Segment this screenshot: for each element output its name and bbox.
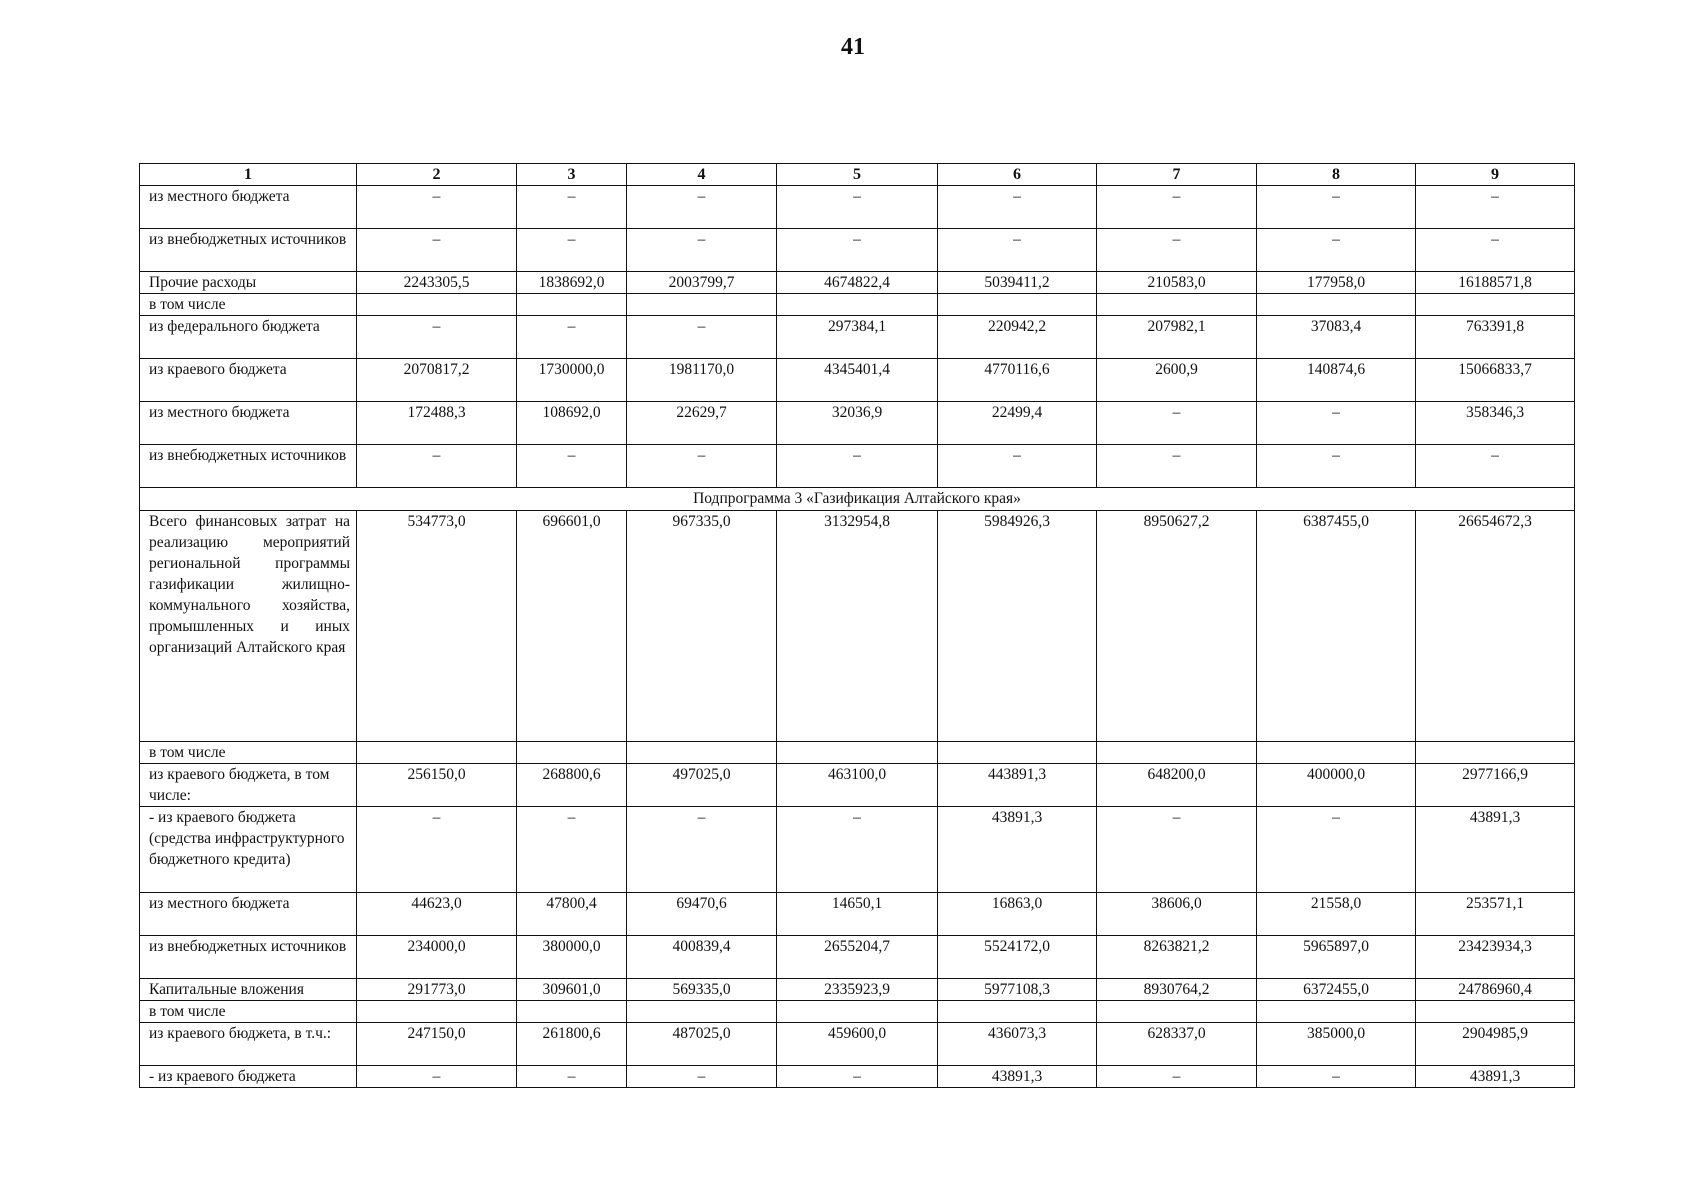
table-cell: 463100,0 (777, 764, 938, 807)
table-cell: 43891,3 (1416, 1066, 1575, 1088)
table-cell: – (777, 229, 938, 272)
table-cell: – (1257, 186, 1416, 229)
row-label: из внебюджетных источников (140, 229, 357, 272)
table-cell: 628337,0 (1097, 1023, 1257, 1066)
table-row (140, 742, 1575, 764)
table-cell: 1838692,0 (517, 272, 627, 294)
table-cell: 534773,0 (357, 511, 517, 742)
table-cell (517, 1001, 627, 1023)
table-cell (938, 1001, 1097, 1023)
table-cell: 967335,0 (627, 511, 777, 742)
table-cell: 140874,6 (1257, 359, 1416, 402)
section-row (140, 488, 1575, 511)
page-number: 41 (841, 34, 865, 60)
table-cell: 253571,1 (1416, 893, 1575, 936)
table-cell: 8263821,2 (1097, 936, 1257, 979)
column-header: 3 (517, 164, 627, 186)
table-cell: – (517, 807, 627, 893)
table-cell: 291773,0 (357, 979, 517, 1001)
table-cell: 2335923,9 (777, 979, 938, 1001)
table-cell: 256150,0 (357, 764, 517, 807)
table-cell: – (1097, 229, 1257, 272)
table-cell: – (517, 186, 627, 229)
table-cell: 5977108,3 (938, 979, 1097, 1001)
table-cell: 5524172,0 (938, 936, 1097, 979)
row-label: в том числе (140, 1001, 357, 1023)
table-cell: 43891,3 (1416, 807, 1575, 893)
table-cell (517, 294, 627, 316)
table-cell (1257, 1001, 1416, 1023)
table-row (140, 272, 1575, 294)
table-cell: – (1416, 229, 1575, 272)
table-cell: – (1097, 1066, 1257, 1088)
table-cell: – (777, 1066, 938, 1088)
table-cell: – (627, 229, 777, 272)
table-row (140, 316, 1575, 359)
table-cell: 21558,0 (1257, 893, 1416, 936)
column-header: 6 (938, 164, 1097, 186)
table-cell: 358346,3 (1416, 402, 1575, 445)
table-cell: 15066833,7 (1416, 359, 1575, 402)
table-cell: – (1257, 445, 1416, 488)
table-cell: 2655204,7 (777, 936, 938, 979)
table-cell: 47800,4 (517, 893, 627, 936)
table-cell (777, 1001, 938, 1023)
table-cell: 6387455,0 (1257, 511, 1416, 742)
table-cell: 38606,0 (1097, 893, 1257, 936)
table-cell: – (938, 186, 1097, 229)
table-row (140, 402, 1575, 445)
table-cell (777, 294, 938, 316)
table-cell: 234000,0 (357, 936, 517, 979)
table-cell: 1730000,0 (517, 359, 627, 402)
row-label: в том числе (140, 742, 357, 764)
table-cell: 8930764,2 (1097, 979, 1257, 1001)
table-cell: – (1097, 186, 1257, 229)
row-label: из местного бюджета (140, 402, 357, 445)
table-cell: 69470,6 (627, 893, 777, 936)
table-cell: 16863,0 (938, 893, 1097, 936)
table-cell (1257, 742, 1416, 764)
table-cell: 648200,0 (1097, 764, 1257, 807)
table-cell: – (517, 229, 627, 272)
table-cell: 459600,0 (777, 1023, 938, 1066)
table-cell: – (1416, 186, 1575, 229)
table-cell: – (1257, 1066, 1416, 1088)
table-cell: 37083,4 (1257, 316, 1416, 359)
table-cell: – (627, 807, 777, 893)
column-header: 5 (777, 164, 938, 186)
column-header: 8 (1257, 164, 1416, 186)
table-cell: – (1097, 807, 1257, 893)
table-cell (1097, 1001, 1257, 1023)
table-cell: – (517, 1066, 627, 1088)
table-cell: 696601,0 (517, 511, 627, 742)
table-cell (627, 742, 777, 764)
row-label: из краевого бюджета (140, 359, 357, 402)
table-cell: 569335,0 (627, 979, 777, 1001)
row-label: - из краевого бюджета (140, 1066, 357, 1088)
table-cell: 443891,3 (938, 764, 1097, 807)
column-header: 2 (357, 164, 517, 186)
table-cell: 2243305,5 (357, 272, 517, 294)
table-cell: – (517, 445, 627, 488)
table-cell: 4770116,6 (938, 359, 1097, 402)
table-cell (938, 294, 1097, 316)
table-cell: 14650,1 (777, 893, 938, 936)
row-label: из внебюджетных источников (140, 936, 357, 979)
table-row (140, 511, 1575, 742)
row-label: Всего финансовых затрат на реализацию мероприятий региональной программы газификации жилищно-коммунального хозяйства, промышленных и иных организаций Алтайского края (140, 511, 357, 742)
table-cell: 23423934,3 (1416, 936, 1575, 979)
table-cell: 172488,3 (357, 402, 517, 445)
table-cell (627, 294, 777, 316)
header-row (140, 164, 1575, 186)
table-row (140, 229, 1575, 272)
table-cell: 2904985,9 (1416, 1023, 1575, 1066)
table-cell: 8950627,2 (1097, 511, 1257, 742)
row-label: Капитальные вложения (140, 979, 357, 1001)
row-label: из краевого бюджета, в т.ч.: (140, 1023, 357, 1066)
table-cell (357, 742, 517, 764)
financing-table (139, 163, 1575, 1088)
row-label: из федерального бюджета (140, 316, 357, 359)
table-cell: – (938, 229, 1097, 272)
table-cell: – (357, 316, 517, 359)
table-cell: 22499,4 (938, 402, 1097, 445)
table-cell (777, 742, 938, 764)
table-cell: – (517, 316, 627, 359)
table-row (140, 807, 1575, 893)
column-header: 7 (1097, 164, 1257, 186)
row-label: в том числе (140, 294, 357, 316)
table-row (140, 445, 1575, 488)
table-cell: – (1416, 445, 1575, 488)
table-cell (1416, 742, 1575, 764)
table-cell: – (627, 1066, 777, 1088)
table-cell: 487025,0 (627, 1023, 777, 1066)
table-cell: 400839,4 (627, 936, 777, 979)
table-cell: 43891,3 (938, 807, 1097, 893)
table-row (140, 294, 1575, 316)
table-cell: 5039411,2 (938, 272, 1097, 294)
table-row (140, 893, 1575, 936)
table-row (140, 1066, 1575, 1088)
table-cell: 380000,0 (517, 936, 627, 979)
table-cell: 2003799,7 (627, 272, 777, 294)
table-cell (938, 742, 1097, 764)
table-cell (1097, 742, 1257, 764)
table-cell: – (357, 229, 517, 272)
table-row (140, 186, 1575, 229)
table-cell (357, 294, 517, 316)
table-cell: – (1257, 229, 1416, 272)
table-cell: – (777, 807, 938, 893)
table-cell: 210583,0 (1097, 272, 1257, 294)
table-cell: – (1097, 402, 1257, 445)
table-row (140, 979, 1575, 1001)
table-cell: 297384,1 (777, 316, 938, 359)
table-cell: – (627, 445, 777, 488)
table-cell: 2600,9 (1097, 359, 1257, 402)
table-cell (517, 742, 627, 764)
column-header: 1 (140, 164, 357, 186)
column-header: 4 (627, 164, 777, 186)
table-cell: – (357, 445, 517, 488)
table-cell: – (357, 1066, 517, 1088)
table-cell: – (1097, 445, 1257, 488)
table-cell: 3132954,8 (777, 511, 938, 742)
table-row (140, 764, 1575, 807)
table-cell: 26654672,3 (1416, 511, 1575, 742)
table-cell: 261800,6 (517, 1023, 627, 1066)
table-cell: 220942,2 (938, 316, 1097, 359)
table-cell: – (627, 316, 777, 359)
table-row (140, 1023, 1575, 1066)
table-cell: 2977166,9 (1416, 764, 1575, 807)
row-label: из местного бюджета (140, 186, 357, 229)
table-cell: 32036,9 (777, 402, 938, 445)
table-cell: 4674822,4 (777, 272, 938, 294)
table-cell (627, 1001, 777, 1023)
table-row (140, 1001, 1575, 1023)
row-label: из краевого бюджета, в том числе: (140, 764, 357, 807)
table-cell: 4345401,4 (777, 359, 938, 402)
table-cell: – (357, 807, 517, 893)
table-cell: 763391,8 (1416, 316, 1575, 359)
table-cell: 400000,0 (1257, 764, 1416, 807)
table-row (140, 359, 1575, 402)
section-title: Подпрограмма 3 «Газификация Алтайского края» (140, 488, 1575, 511)
row-label: - из краевого бюджета (средства инфраструктурного бюджетного кредита) (140, 807, 357, 893)
table-cell: 16188571,8 (1416, 272, 1575, 294)
table-cell: – (938, 445, 1097, 488)
table-row (140, 936, 1575, 979)
table-cell (1416, 1001, 1575, 1023)
table-cell: 108692,0 (517, 402, 627, 445)
row-label: Прочие расходы (140, 272, 357, 294)
table-cell (1416, 294, 1575, 316)
table-cell: – (357, 186, 517, 229)
row-label: из местного бюджета (140, 893, 357, 936)
table-cell (357, 1001, 517, 1023)
table-cell: – (1257, 807, 1416, 893)
table-cell: 309601,0 (517, 979, 627, 1001)
table-cell (1097, 294, 1257, 316)
table-cell: 268800,6 (517, 764, 627, 807)
table-cell: 22629,7 (627, 402, 777, 445)
table-cell: 207982,1 (1097, 316, 1257, 359)
table-cell: 44623,0 (357, 893, 517, 936)
table-cell: – (1257, 402, 1416, 445)
table-cell: 24786960,4 (1416, 979, 1575, 1001)
table-cell: 436073,3 (938, 1023, 1097, 1066)
table-cell: 6372455,0 (1257, 979, 1416, 1001)
table-cell: – (777, 186, 938, 229)
row-label: из внебюджетных источников (140, 445, 357, 488)
table-cell: 1981170,0 (627, 359, 777, 402)
table-cell: 247150,0 (357, 1023, 517, 1066)
table-cell: 497025,0 (627, 764, 777, 807)
table-cell: 385000,0 (1257, 1023, 1416, 1066)
table-cell: 5984926,3 (938, 511, 1097, 742)
table-cell: 43891,3 (938, 1066, 1097, 1088)
table-cell: – (777, 445, 938, 488)
table-cell: – (627, 186, 777, 229)
table-cell: 5965897,0 (1257, 936, 1416, 979)
table-cell (1257, 294, 1416, 316)
column-header: 9 (1416, 164, 1575, 186)
table-cell: 177958,0 (1257, 272, 1416, 294)
table-cell: 2070817,2 (357, 359, 517, 402)
